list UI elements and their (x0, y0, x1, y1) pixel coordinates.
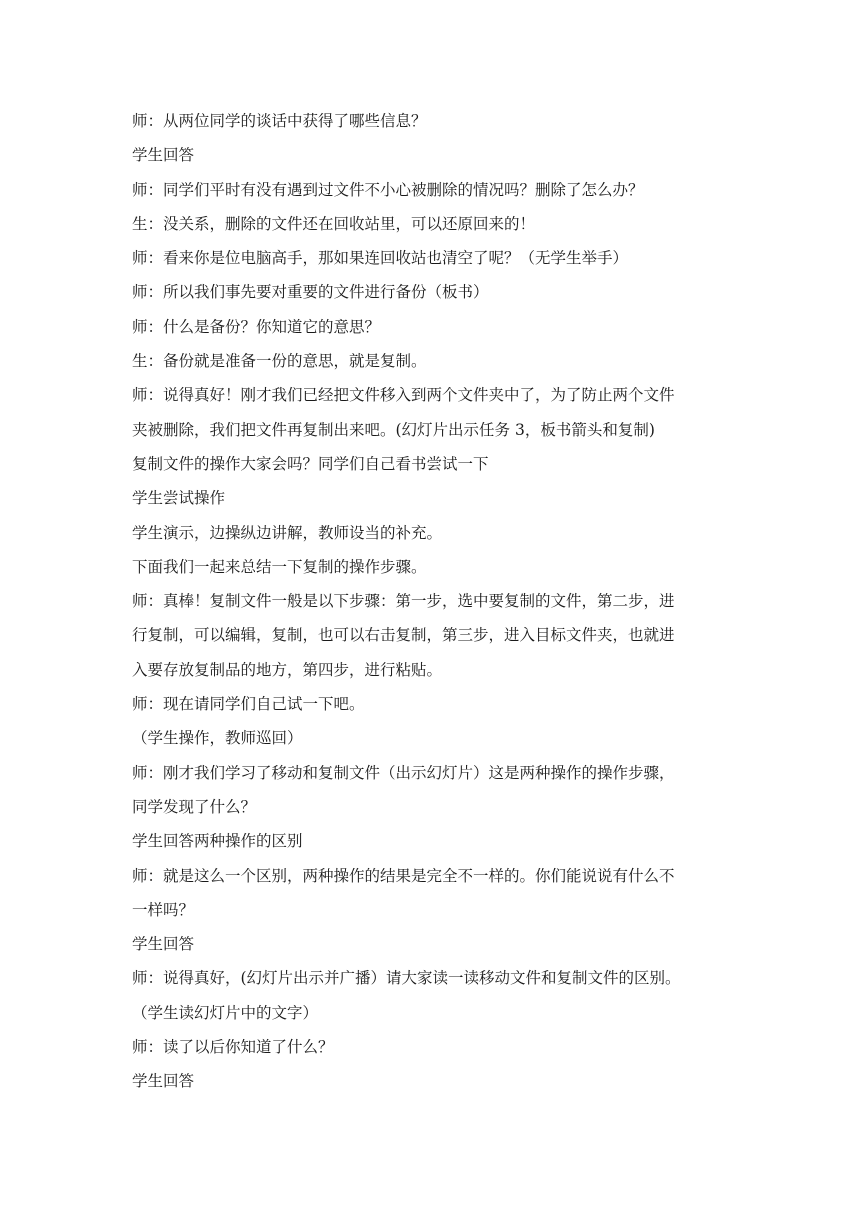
text-line: 下面我们一起来总结一下复制的操作步骤。 (132, 557, 427, 576)
text-line: 学生演示，边操纵边讲解，教师设当的补充。 (132, 523, 443, 542)
text-line: 师：看来你是位电脑高手，那如果连回收站也清空了呢？（无学生举手） (132, 249, 629, 268)
text-line: 师：说得真好，(幻灯片出示并广播）请大家读一读移动文件和复制文件的区别。 (132, 969, 681, 988)
text-line: 行复制，可以编辑，复制，也可以右击复制，第三步，进入目标文件夹，也就进 (132, 626, 675, 645)
text-line: 师：说得真好！刚才我们已经把文件移入到两个文件夹中了，为了防止两个文件 (132, 386, 675, 405)
text-line: 学生回答 (132, 146, 195, 165)
text-line: 生：备份就是准备一份的意思，就是复制。 (132, 352, 427, 371)
text-line: 同学发现了什么？ (132, 797, 257, 816)
text-line: 夹被删除，我们把文件再复制出来吧。(幻灯片出示任务 3，板书箭头和复制) (132, 420, 655, 439)
text-line: 师：读了以后你知道了什么？ (132, 1038, 334, 1057)
text-line: 师：现在请同学们自己试一下吧。 (132, 695, 365, 714)
text-line: 学生回答 (132, 935, 195, 954)
text-line: 师：刚才我们学习了移动和复制文件（出示幻灯片）这是两种操作的操作步骤， (132, 763, 675, 782)
text-line: 学生尝试操作 (132, 489, 226, 508)
text-line: 师：所以我们事先要对重要的文件进行备份（板书） (132, 283, 489, 302)
text-line: 师：从两位同学的谈话中获得了哪些信息？ (132, 112, 427, 130)
text-line: 生：没关系，删除的文件还在回收站里，可以还原回来的！ (132, 214, 536, 233)
text-line: 师：真棒！复制文件一般是以下步骤：第一步，选中要复制的文件，第二步，进 (132, 592, 675, 611)
text-line: 学生回答两种操作的区别 (132, 832, 303, 851)
text-line: 师：什么是备份？你知道它的意思？ (132, 317, 381, 336)
text-line: 入要存放复制品的地方，第四步，进行粘贴。 (132, 660, 443, 679)
text-line: （学生操作，教师巡回） (132, 729, 303, 748)
text-line: （学生读幻灯片中的文字） (132, 1003, 319, 1022)
document-body (132, 104, 732, 1099)
text-line: 学生回答 (132, 1072, 195, 1091)
text-line: 师：同学们平时有没有遇到过文件不小心被删除的情况吗？删除了怎么办？ (132, 180, 644, 199)
text-line: 师：就是这么一个区别，两种操作的结果是完全不一样的。你们能说说有什么不 (132, 866, 675, 885)
text-line: 复制文件的操作大家会吗？同学们自己看书尝试一下 (132, 454, 489, 473)
text-line: 一样吗？ (132, 900, 195, 919)
